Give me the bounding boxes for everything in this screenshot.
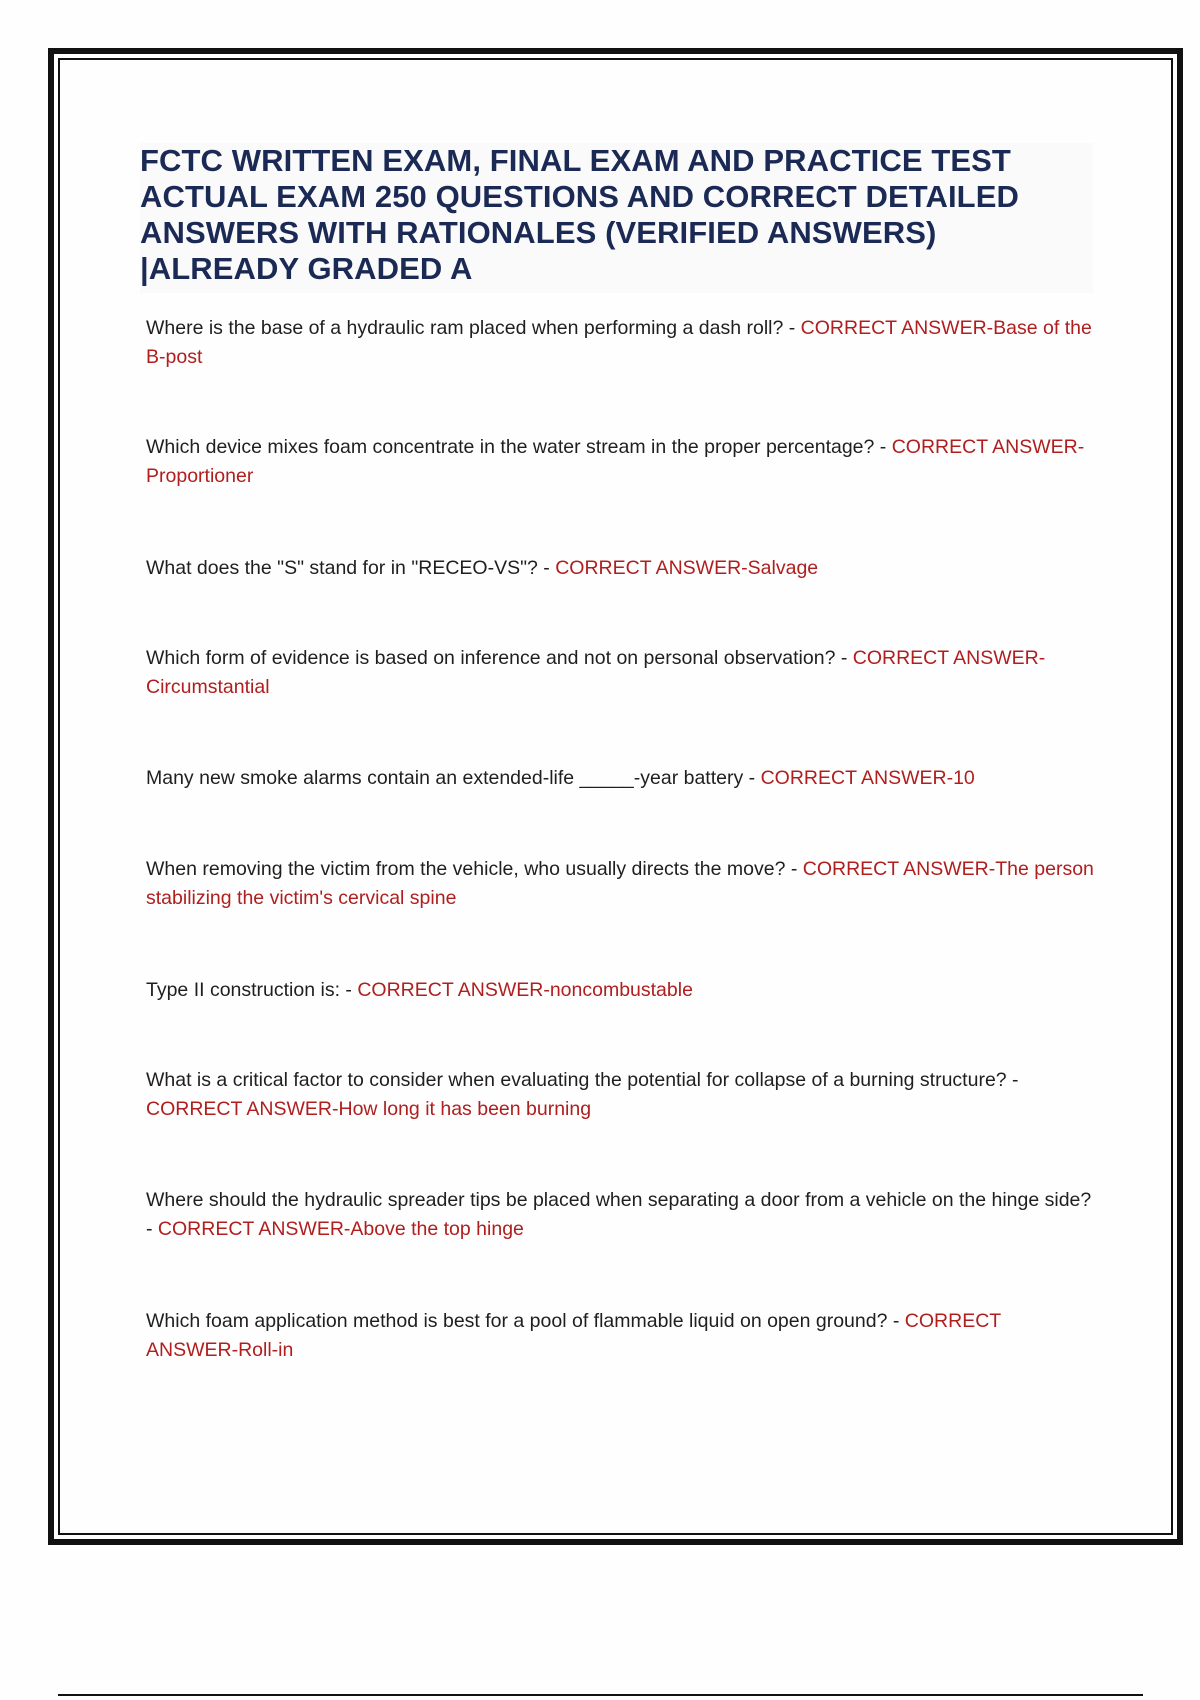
- qa-item: [146, 976, 1096, 1005]
- question-text: What is a critical factor to consider when evaluating the potential for collapse of a burning structure? -: [146, 1069, 1019, 1091]
- title-block: [140, 143, 1093, 293]
- question-text: When removing the victim from the vehicle, who usually directs the move? -: [146, 858, 803, 880]
- qa-item: [146, 433, 1096, 491]
- answer-text: CORRECT ANSWER-Base of the B-post: [146, 317, 1092, 368]
- answer-text: CORRECT ANSWER-noncombustable: [357, 979, 693, 1001]
- question-text: Where should the hydraulic spreader tips be placed when separating a door from a vehicle on the hinge side? -: [146, 1189, 1092, 1240]
- qa-item: [146, 1307, 1096, 1365]
- question-text: Many new smoke alarms contain an extended-life _____-year battery -: [146, 767, 761, 789]
- question-text: Type II construction is: -: [146, 979, 358, 1001]
- question-text: Where is the base of a hydraulic ram placed when performing a dash roll? -: [146, 317, 801, 339]
- question-text: Which device mixes foam concentrate in the water stream in the proper percentage? -: [146, 436, 892, 458]
- qa-item: [146, 764, 1096, 793]
- qa-item: [146, 314, 1096, 372]
- question-text: What does the "S" stand for in "RECEO-VS"? -: [146, 557, 556, 579]
- answer-text: CORRECT ANSWER-Roll-in: [146, 1310, 1001, 1361]
- qa-item: [146, 1066, 1096, 1124]
- question-text: Which form of evidence is based on inference and not on personal observation? -: [146, 647, 853, 669]
- answer-text: CORRECT ANSWER-How long it has been burning: [146, 1098, 592, 1120]
- answer-text: CORRECT ANSWER-The person stabilizing the victim's cervical spine: [146, 858, 1094, 909]
- document-title: FCTC WRITTEN EXAM, FINAL EXAM AND PRACTICE TEST ACTUAL EXAM 250 QUESTIONS AND CORRECT DETAILED ANSWERS WITH RATIONALES (VERIFIED ANSWERS) |ALREADY GRADED A: [140, 143, 1019, 286]
- answer-text: CORRECT ANSWER-10: [760, 767, 975, 789]
- qa-item: [146, 1186, 1096, 1244]
- answer-text: CORRECT ANSWER-Circumstantial: [146, 647, 1046, 698]
- question-text: Which foam application method is best for a pool of flammable liquid on open ground? -: [146, 1310, 905, 1332]
- qa-item: [146, 644, 1096, 702]
- qa-item: [146, 855, 1096, 913]
- answer-text: CORRECT ANSWER-Proportioner: [146, 436, 1085, 487]
- footer-rule: [58, 1694, 1143, 1696]
- answer-text: CORRECT ANSWER-Salvage: [555, 557, 819, 579]
- answer-text: CORRECT ANSWER-Above the top hinge: [157, 1218, 524, 1240]
- qa-item: [146, 554, 1096, 583]
